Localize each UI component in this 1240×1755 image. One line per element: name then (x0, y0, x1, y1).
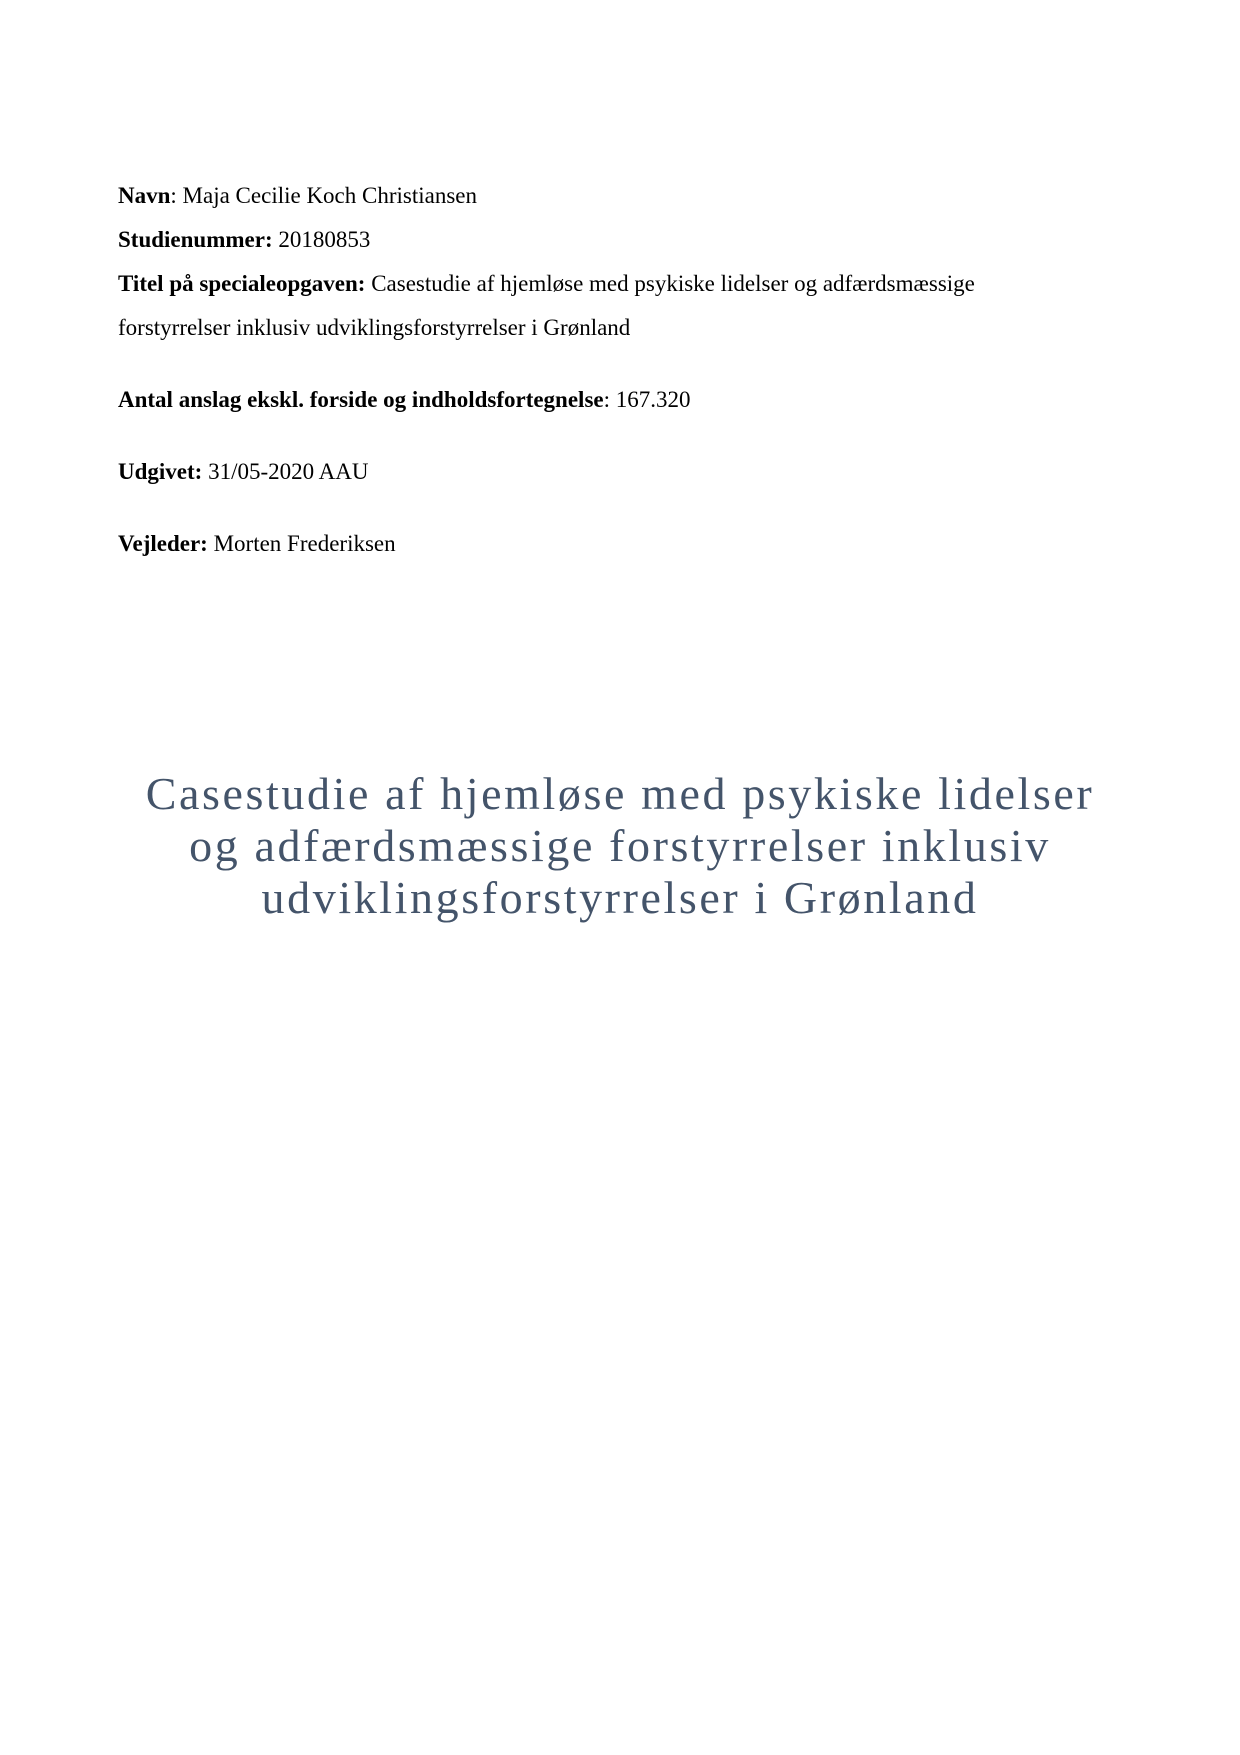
char-count-line (118, 378, 1128, 422)
supervisor-label: Vejleder: (118, 531, 208, 556)
name-label: Navn (118, 183, 171, 208)
document-title-line3: udviklingsforstyrrelser i Grønland (261, 872, 979, 923)
name-line (118, 174, 1128, 218)
thesis-title-value-line1: Casestudie af hjemløse med psykiske lidelser og adfærdsmæssige (365, 271, 975, 296)
published-line (118, 450, 1128, 494)
student-number-line (118, 218, 1128, 262)
document-title-line1: Casestudie af hjemløse med psykiske lidelser (145, 768, 1095, 819)
supervisor-line (118, 522, 1128, 566)
student-number-label: Studienummer: (118, 227, 273, 252)
char-count-value: : 167.320 (603, 387, 691, 412)
thesis-title-value-line2: forstyrrelser inklusiv udviklingsforstyrrelser i Grønland (118, 315, 631, 340)
name-separator: : (170, 183, 183, 208)
document-title (0, 768, 1240, 924)
char-count-label: Antal anslag ekskl. forside og indholdsfortegnelse (118, 387, 604, 412)
document-title-line2: og adfærdsmæssige forstyrrelser inklusiv (189, 820, 1051, 871)
cover-metadata (118, 174, 1128, 566)
published-value: 31/05-2020 AAU (202, 459, 369, 484)
thesis-title-continuation (118, 306, 1128, 350)
published-label: Udgivet: (118, 459, 203, 484)
student-number-value: 20180853 (272, 227, 371, 252)
thesis-title-label: Titel på specialeopgaven: (118, 271, 366, 296)
supervisor-value: Morten Frederiksen (207, 531, 396, 556)
thesis-title-line (118, 262, 1128, 306)
name-value: Maja Cecilie Koch Christiansen (182, 183, 477, 208)
